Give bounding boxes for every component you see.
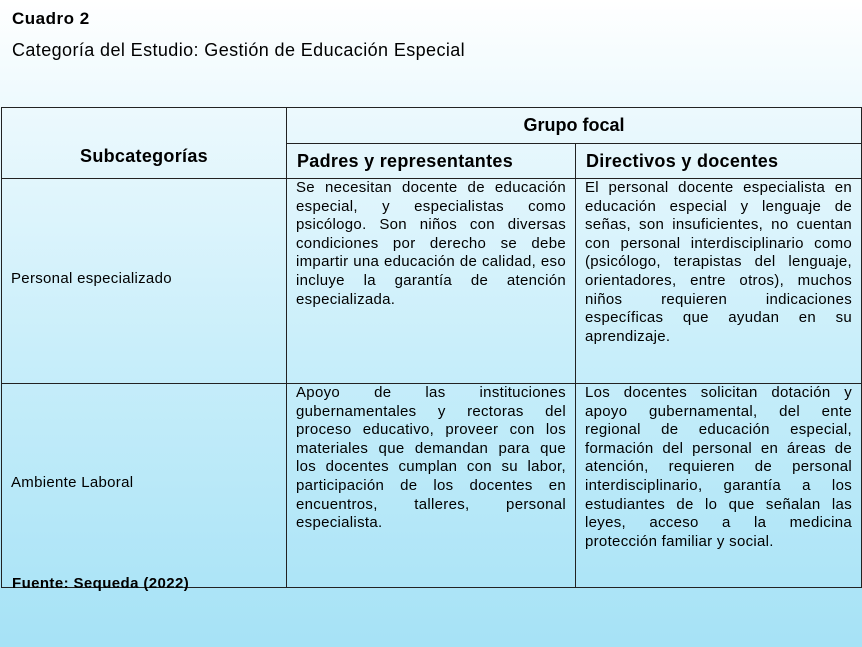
source-note: Fuente: Sequeda (2022) [12, 575, 190, 592]
cell-padres-personal: Se necesitan docente de educación especial, y especialistas como psicólogo. Son niños con diversas condiciones por derecho se debe impartir una educación de calidad, eso incluye la garantía de atención especializada. [287, 179, 576, 384]
group-header: Grupo focal [287, 108, 862, 144]
table-caption-title: Categoría del Estudio: Gestión de Educación Especial [12, 40, 466, 60]
table-header-row [2, 108, 862, 144]
subcategories-header: Subcategorías [2, 108, 287, 179]
cell-directivos-ambiente: Los docentes solicitan dotación y apoyo gubernamental, del ente regional de educación especial, formación del personal en áreas de atención, requieren de personal interdisciplinario, garantía a los estudiantes de lo que señalan las leyes, acceso a la medicina protección familiar y social. [576, 384, 862, 588]
row-label-ambiente: Ambiente Laboral [2, 384, 287, 588]
table-row [2, 179, 862, 384]
table-row [2, 384, 862, 588]
cell-padres-ambiente: Apoyo de las instituciones gubernamentales y rectoras del proceso educativo, proveer con los materiales que demandan para que los docentes cumplan con su labor, participación de los docentes en encuentros, talleres, personal especialista. [287, 384, 576, 588]
table-caption-number: Cuadro 2 [12, 9, 90, 28]
column-header-padres: Padres y representantes [287, 144, 576, 179]
focus-group-table [1, 107, 862, 588]
cell-directivos-personal: El personal docente especialista en educación especial y lenguaje de señas, son insuficientes, no cuentan con personal interdisciplinario como (psicólogo, terapistas del lenguaje, orientadores, entre otros), muchos niños requieren indicaciones específicas que ayudan en su aprendizaje. [576, 179, 862, 384]
column-header-directivos: Directivos y docentes [576, 144, 862, 179]
row-label-personal: Personal especializado [2, 179, 287, 384]
